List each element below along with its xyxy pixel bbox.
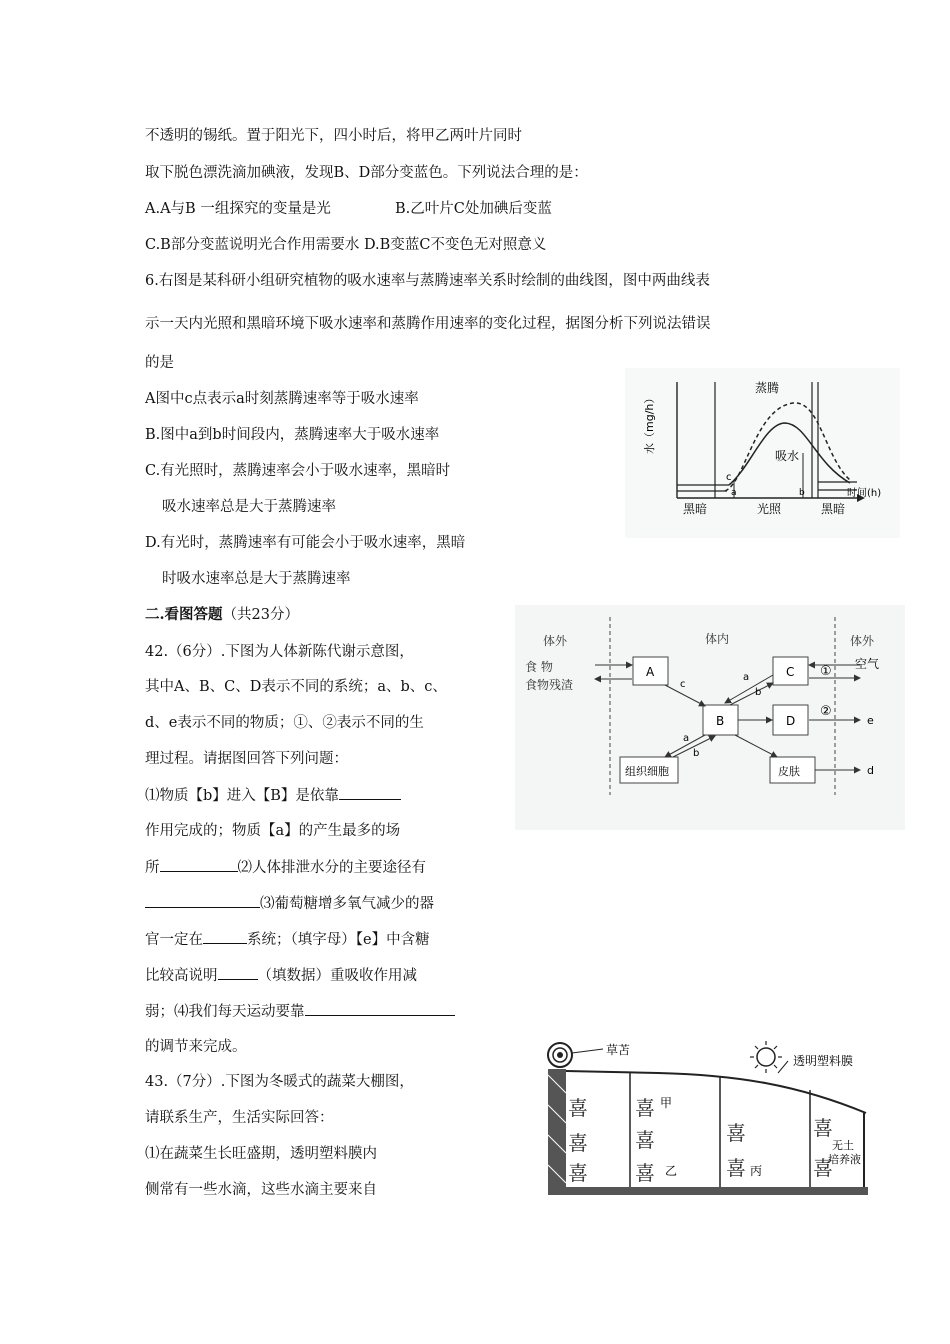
label-soilless-2: 培养液 (828, 1153, 861, 1166)
q43-line4: 侧常有一些水滴，这些水滴主要来自 (145, 1182, 377, 1198)
answer-blank-1[interactable] (339, 785, 401, 800)
q5-line1: 不透明的锡纸。置于阳光下，四小时后，将甲乙两叶片同时 (145, 128, 522, 144)
box-skin-label: 皮肤 (778, 765, 800, 778)
q5-line2: 取下脱色漂洗滴加碘液，发现B、D部分变蓝色。下列说法合理的是： (145, 165, 588, 181)
label-a-top: a (743, 672, 750, 683)
q6-option-d-line2: 时吸水速率总是大于蒸腾速率 (162, 571, 351, 587)
graph-label-transpiration: 蒸腾 (755, 381, 780, 395)
q6-option-b: B.图中a到b时间段内，蒸腾速率大于吸水速率 (145, 427, 440, 443)
graph-ylabel: 水（mg/h） (643, 392, 656, 454)
graph-point-a: a (731, 488, 737, 498)
box-tissue-cells-label: 组织细胞 (625, 765, 669, 778)
section-2-header (145, 605, 299, 625)
plant-icon: 喜 (568, 1131, 588, 1155)
q42-line7-a: 所 (145, 860, 160, 876)
section-2-title: 二.看图答题 (145, 606, 223, 623)
sun-icon (750, 1041, 782, 1073)
q42-line5 (145, 785, 401, 806)
graph-dark-2: 黑暗 (821, 502, 846, 516)
q6-line1: 6.右图是某科研小组研究植物的吸水速率与蒸腾速率关系时绘制的曲线图，图中两曲线表 (145, 273, 710, 289)
q5-option-b: B.乙叶片C处加碘后变蓝 (395, 201, 552, 217)
q43-line3: ⑴在蔬菜生长旺盛期，透明塑料膜内 (145, 1146, 377, 1162)
graph-point-b: b (799, 488, 805, 498)
plant-icon: 喜 (635, 1096, 655, 1120)
q42-line10 (145, 965, 417, 986)
q42-line2: 其中A、B、C、D表示不同的系统；a、b、c、 (145, 679, 447, 695)
label-yi: 乙 (665, 1164, 678, 1178)
graph-point-c: c (726, 472, 732, 483)
q6-line2: 示一天内光照和黑暗环境下吸水速率和蒸腾作用速率的变化过程，据图分析下列说法错误 (145, 316, 711, 332)
q6-option-d-line1: D.有光时，蒸腾速率有可能会小于吸水速率，黑暗 (145, 535, 466, 551)
q42-line10-b: （填数据）重吸收作用减 (257, 968, 417, 984)
q42-line11-text: 弱；⑷我们每天运动要靠 (145, 1004, 305, 1020)
q6-line3: 的是 (145, 355, 174, 371)
diagram-outside-left: 体外 (543, 634, 568, 648)
q42-line8 (145, 893, 434, 914)
label-b-top: b (755, 687, 762, 698)
water-rate-graph (625, 368, 900, 538)
q6-option-a: A图中c点表示a时刻蒸腾速率等于吸水速率 (145, 391, 419, 407)
label-c: c (680, 679, 686, 690)
q6-option-c-line1: C.有光照时，蒸腾速率会小于吸水速率，黑暗时 (145, 463, 451, 479)
q43-line2: 请联系生产，生活实际回答： (145, 1110, 334, 1126)
label-process-2: ② (820, 704, 832, 719)
diagram-outside-right: 体外 (850, 634, 875, 648)
label-air: 空气 (855, 657, 880, 671)
label-d: d (867, 764, 874, 777)
q42-line5-text: ⑴物质【b】进入【B】是依靠 (145, 788, 339, 804)
plant-icon: 喜 (813, 1156, 833, 1180)
label-soilless-1: 无土 (832, 1139, 854, 1152)
answer-blank-5[interactable] (218, 965, 258, 980)
label-a-bottom: a (683, 733, 690, 744)
q42-line1: 42.（6分）.下图为人体新陈代谢示意图， (145, 644, 414, 660)
section-2-score: （共23分） (222, 607, 300, 623)
q5-option-a: A.A与B 一组探究的变量是光 (145, 201, 331, 217)
q42-line6: 作用完成的；物质【a】的产生最多的场 (145, 823, 401, 839)
diagram-food: 食 物 (525, 660, 553, 674)
answer-blank-4[interactable] (203, 929, 247, 944)
q42-line7 (145, 857, 426, 878)
graph-dark-1: 黑暗 (683, 502, 708, 516)
answer-blank-6[interactable] (305, 1001, 455, 1016)
plant-icon: 喜 (726, 1121, 746, 1145)
q42-line9-a: 官一定在 (145, 932, 203, 948)
plant-icon: 喜 (568, 1161, 588, 1185)
label-b-bottom: b (693, 748, 700, 759)
box-a-label: A (646, 665, 655, 679)
label-straw: 草苫 (606, 1043, 631, 1057)
graph-time: 时间(h) (847, 488, 882, 499)
back-wall (548, 1069, 566, 1191)
q42-line3: d、e表示不同的物质；①、②表示不同的生 (145, 715, 424, 731)
label-e: e (867, 714, 874, 727)
greenhouse-diagram (538, 1035, 878, 1205)
q42-line8-text: ⑶葡萄糖增多氧气减少的器 (260, 896, 434, 912)
answer-blank-3[interactable] (145, 893, 260, 908)
graph-label-absorption: 吸水 (775, 449, 800, 463)
plant-icon: 喜 (726, 1156, 746, 1180)
box-c-label: C (786, 665, 795, 679)
label-film: 透明塑料膜 (793, 1054, 854, 1068)
plant-icon: 喜 (635, 1128, 655, 1152)
q42-line9-b: 系统；（填字母）【e】中含糖 (247, 932, 430, 948)
q6-option-c-line2: 吸水速率总是大于蒸腾速率 (162, 499, 336, 515)
graph-light: 光照 (757, 502, 782, 516)
q42-line11 (145, 1001, 455, 1022)
label-bing: 丙 (750, 1164, 763, 1178)
answer-blank-2[interactable] (160, 857, 238, 872)
label-process-1: ① (820, 664, 832, 679)
q42-line9 (145, 929, 430, 950)
label-jia: 甲 (660, 1096, 673, 1110)
plant-icon: 喜 (635, 1161, 655, 1185)
q42-line10-a: 比较高说明 (145, 968, 218, 984)
plant-icon: 喜 (813, 1116, 833, 1140)
q5-option-cd: C.B部分变蓝说明光合作用需要水 D.B变蓝C不变色无对照意义 (145, 237, 547, 253)
box-b-label: B (716, 714, 725, 728)
q43-line1: 43.（7分）.下图为冬暖式的蔬菜大棚图， (145, 1074, 414, 1090)
q42-line7-b: ⑵人体排泄水分的主要途径有 (237, 860, 426, 876)
metabolism-diagram (515, 605, 905, 830)
diagram-food-residue: 食物残渣 (525, 678, 574, 692)
box-d-label: D (786, 714, 796, 728)
q42-line12: 的调节来完成。 (145, 1039, 247, 1055)
diagram-inside: 体内 (705, 632, 730, 646)
plant-icon: 喜 (568, 1096, 588, 1120)
ground (548, 1187, 868, 1195)
q42-line4: 理过程。请据图回答下列问题： (145, 751, 348, 767)
